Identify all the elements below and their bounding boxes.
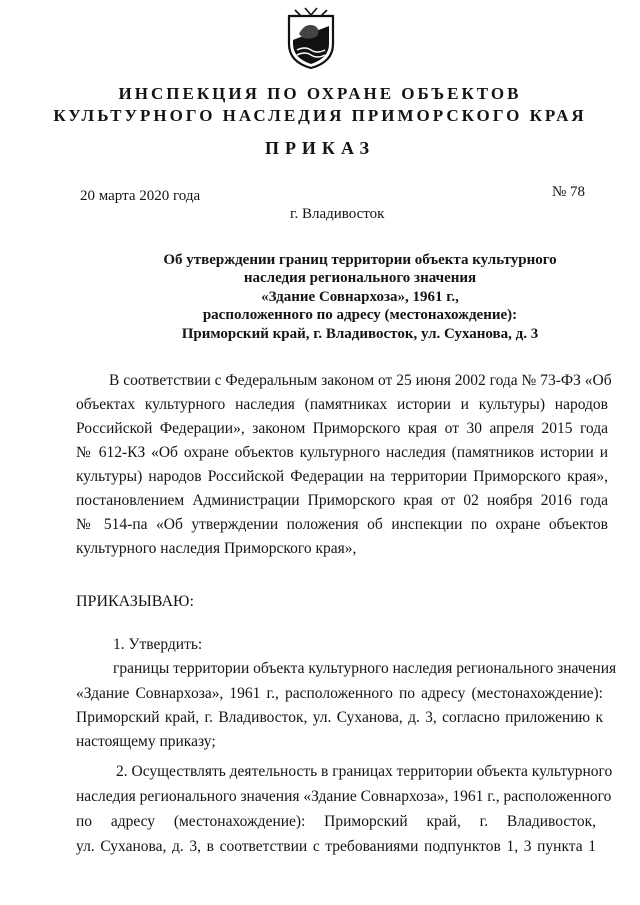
order-directive: ПРИКАЗЫВАЮ: [76,593,194,610]
document-type: ПРИКАЗ [264,138,376,158]
preamble-line: культурного наследия Приморского края», [76,540,357,557]
coat-of-arms-emblem [285,4,337,70]
order-title-line: Приморский край, г. Владивосток, ул. Суханова, д. 3 [181,326,539,342]
item-1-line: Приморский край, г. Владивосток, ул. Суханова, д. 3, согласно приложению к [76,709,603,726]
preamble-line: объектах культурного наследия (памятниках истории и культуры) народов [76,396,608,413]
preamble-line: Российской Федерации», законом Приморского края от 30 апреля 2015 года [76,420,608,437]
item-1-line: настоящему приказу; [76,733,216,750]
order-title-line: расположенного по адресу (местонахождение): [202,307,518,323]
item-2-line: наследия регионального значения «Здание Совнархоза», 1961 г., расположенного [76,788,612,805]
preamble-line: № 514-па «Об утверждении положения об инспекции по охране объектов [76,516,608,533]
item-1-line: границы территории объекта культурного наследия регионального значения [113,660,617,677]
preamble-line: № 612-КЗ «Об охране объектов культурного наследия (памятников истории и [76,444,608,461]
item-2-line: 2. Осуществлять деятельность в границах территории объекта культурного [116,763,613,780]
item-2-line: по адресу (местонахождение): Приморский край, г. Владивосток, [76,813,596,830]
preamble-line: В соответствии с Федеральным законом от 25 июня 2002 года № 73-ФЗ «Об [109,372,612,389]
order-number: № 78 [552,184,586,200]
order-title-line: Об утверждении границ территории объекта культурного [163,252,557,268]
order-date: 20 марта 2020 года [80,188,201,204]
item-1-line: «Здание Совнархоза», 1961 г., расположенного по адресу (местонахождение): [76,685,603,702]
preamble-line: культуры) народов Российской Федерации на территории Приморского края», [76,468,608,485]
order-title-line: наследия регионального значения [243,270,477,286]
order-title-line: «Здание Совнархоза», 1961 г., [261,289,459,305]
organization-name-line-2: КУЛЬТУРНОГО НАСЛЕДИЯ ПРИМОРСКОГО КРАЯ [53,106,587,125]
order-city: г. Владивосток [290,206,385,222]
preamble-line: постановлением Администрации Приморского края от 02 ноября 2016 года [76,492,608,509]
item-1-heading: 1. Утвердить: [113,636,203,653]
organization-name-line-1: ИНСПЕКЦИЯ ПО ОХРАНЕ ОБЪЕКТОВ [118,84,522,103]
item-2-line: ул. Суханова, д. 3, в соответствии с требованиями подпунктов 1, 3 пункта 1 [76,838,596,855]
